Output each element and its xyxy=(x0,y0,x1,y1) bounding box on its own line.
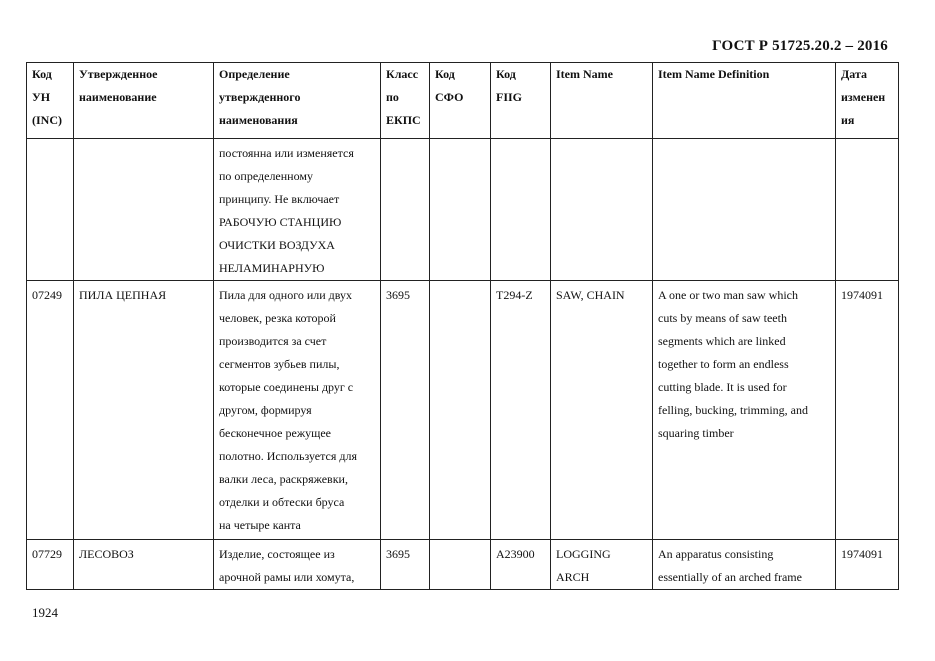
cell-date: 1974091 xyxy=(836,540,899,590)
cell-ekps-class xyxy=(381,139,430,281)
cell-approved-name: ПИЛА ЦЕПНАЯ xyxy=(74,281,214,540)
cell-sfo-code xyxy=(430,139,491,281)
cell-item-name-definition: A one or two man saw which cuts by means of saw teeth segments which are linked together to form an endless cutting blade. It is used for felling, bucking, trimming, and squaring timber xyxy=(653,281,836,540)
cell-item-name xyxy=(551,139,653,281)
col-header-ekps-class: Класс по ЕКПС xyxy=(381,63,430,139)
cell-date: 1974091 xyxy=(836,281,899,540)
col-header-definition: Определение утвержденного наименования xyxy=(214,63,381,139)
col-header-inc: Код УН (INC) xyxy=(27,63,74,139)
col-header-date: Дата изменен ия xyxy=(836,63,899,139)
table-row xyxy=(27,540,899,590)
cell-inc: 07729 xyxy=(27,540,74,590)
col-header-sfo-code: Код СФО xyxy=(430,63,491,139)
cell-inc xyxy=(27,139,74,281)
document-standard-number: ГОСТ Р 51725.20.2 – 2016 xyxy=(712,38,888,54)
cell-fiig-code: A23900 xyxy=(491,540,551,590)
col-header-approved-name: Утвержденное наименование xyxy=(74,63,214,139)
cell-definition: постоянна или изменяется по определенному принципу. Не включает РАБОЧУЮ СТАНЦИЮ ОЧИСТКИ ВОЗДУХА НЕЛАМИНАРНУЮ xyxy=(214,139,381,281)
cell-item-name-definition: An apparatus consisting essentially of an arched frame xyxy=(653,540,836,590)
table-header-row xyxy=(27,63,899,139)
cell-sfo-code xyxy=(430,281,491,540)
cell-ekps-class: 3695 xyxy=(381,540,430,590)
col-header-fiig-code: Код FIIG xyxy=(491,63,551,139)
cell-item-name: SAW, CHAIN xyxy=(551,281,653,540)
table-row xyxy=(27,139,899,281)
cell-date xyxy=(836,139,899,281)
classification-table xyxy=(26,62,899,590)
cell-fiig-code xyxy=(491,139,551,281)
cell-approved-name xyxy=(74,139,214,281)
cell-definition: Пила для одного или двух человек, резка которой производится за счет сегментов зубьев пилы, которые соединены друг с другом, формируя бесконечное режущее полотно. Используется для валки леса, раскряжевки, отделки и обтески бруса на четыре канта xyxy=(214,281,381,540)
cell-sfo-code xyxy=(430,540,491,590)
table-row xyxy=(27,281,899,540)
cell-item-name-definition xyxy=(653,139,836,281)
cell-fiig-code: T294-Z xyxy=(491,281,551,540)
col-header-item-name-definition: Item Name Definition xyxy=(653,63,836,139)
cell-definition: Изделие, состоящее из арочной рамы или хомута, xyxy=(214,540,381,590)
cell-approved-name: ЛЕСОВОЗ xyxy=(74,540,214,590)
col-header-item-name: Item Name xyxy=(551,63,653,139)
cell-inc: 07249 xyxy=(27,281,74,540)
page-number: 1924 xyxy=(32,605,58,620)
cell-item-name: LOGGING ARCH xyxy=(551,540,653,590)
cell-ekps-class: 3695 xyxy=(381,281,430,540)
